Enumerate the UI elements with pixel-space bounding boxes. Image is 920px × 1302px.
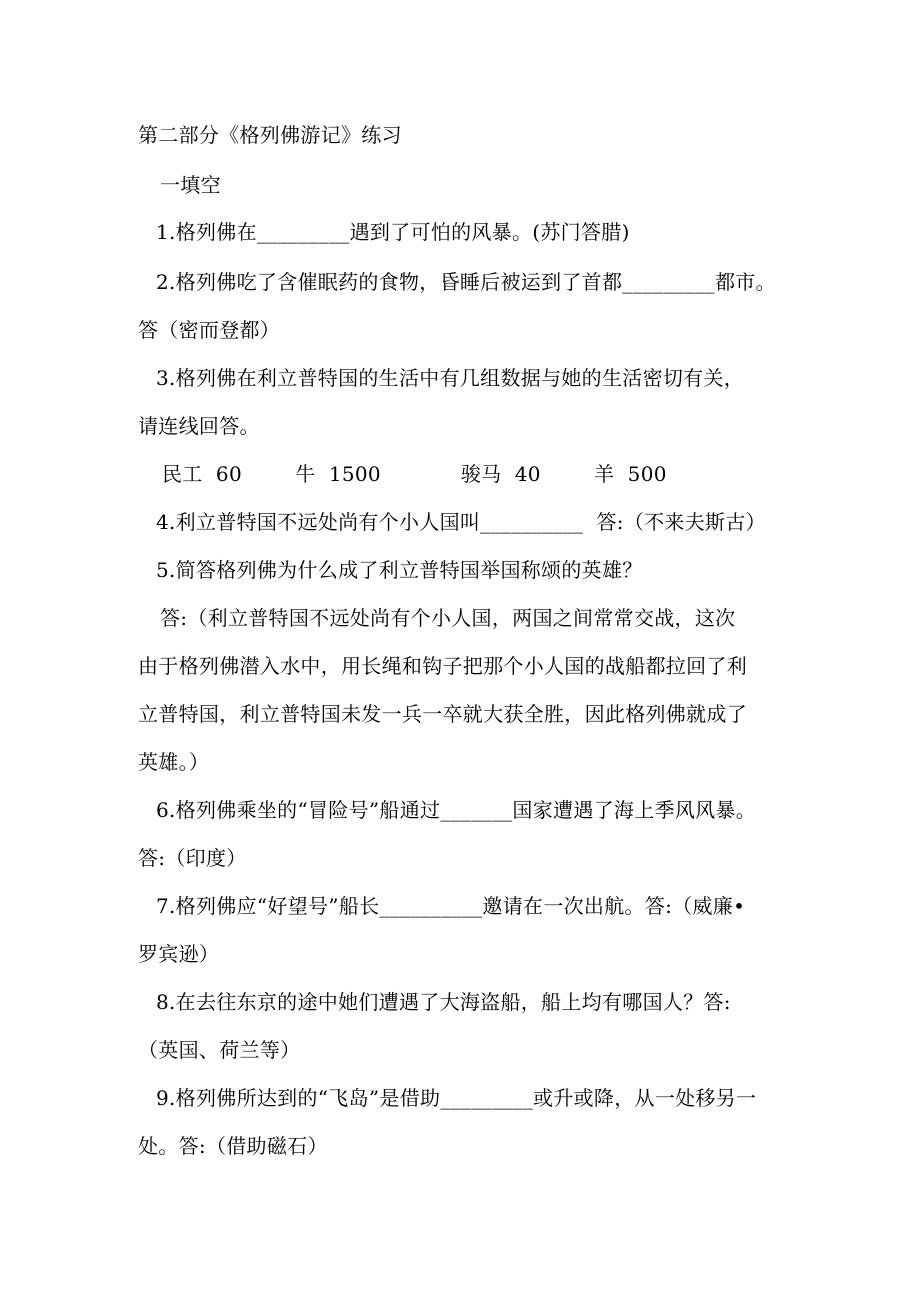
question-5: 5.简答格列佛为什么成了利立普特国举国称颂的英雄？ [156,558,643,582]
answer-6: 答:（印度） [138,846,247,870]
question-1: 1.格列佛在_________遇到了可怕的风暴。(苏门答腊) [156,220,630,244]
answer-8: （英国、荷兰等） [138,1038,301,1062]
answer-5-line-1: 答:（利立普特国不远处尚有个小人国，两国之间常常交战，这次 [160,606,736,630]
question-6: 6.格列佛乘坐的“冒险号”船通过_______国家遭遇了海上季风风暴。 [156,798,757,822]
section-heading: 一填空 [160,173,221,197]
answer-5-line-3: 立普特国，利立普特国未发一兵一卒就大获全胜，因此格列佛就成了 [138,702,747,726]
answer-7: 罗宾逊） [138,942,220,966]
answer-2: 答（密而登都） [138,318,281,342]
data-pairs: 民工 60 牛 1500 骏马 40 羊 500 [162,462,667,486]
answer-9: 处。答:（借助磁石） [138,1134,328,1158]
question-9: 9.格列佛所达到的“飞岛”是借助_________或升或降，从一处移另一 [156,1086,757,1110]
question-3-cont: 请连线回答。 [138,414,260,438]
page-title: 第二部分《格列佛游记》练习 [138,123,402,147]
answer-5-line-2: 由于格列佛潜入水中，用长绳和钩子把那个小人国的战船都拉回了利 [138,654,747,678]
question-8: 8.在去往东京的途中她们遭遇了大海盗船，船上均有哪国人？答: [156,990,731,1014]
answer-5-line-4: 英雄。） [138,750,210,774]
question-4: 4.利立普特国不远处尚有个小人国叫__________ 答:（不来夫斯古） [156,510,766,534]
question-3: 3.格列佛在利立普特国的生活中有几组数据与她的生活密切有关， [156,366,745,390]
question-7: 7.格列佛应“好望号”船长__________邀请在一次出航。答:（威廉• [156,894,746,918]
question-2: 2.格列佛吃了含催眠药的食物，昏睡后被运到了首都_________都市。 [156,270,776,294]
